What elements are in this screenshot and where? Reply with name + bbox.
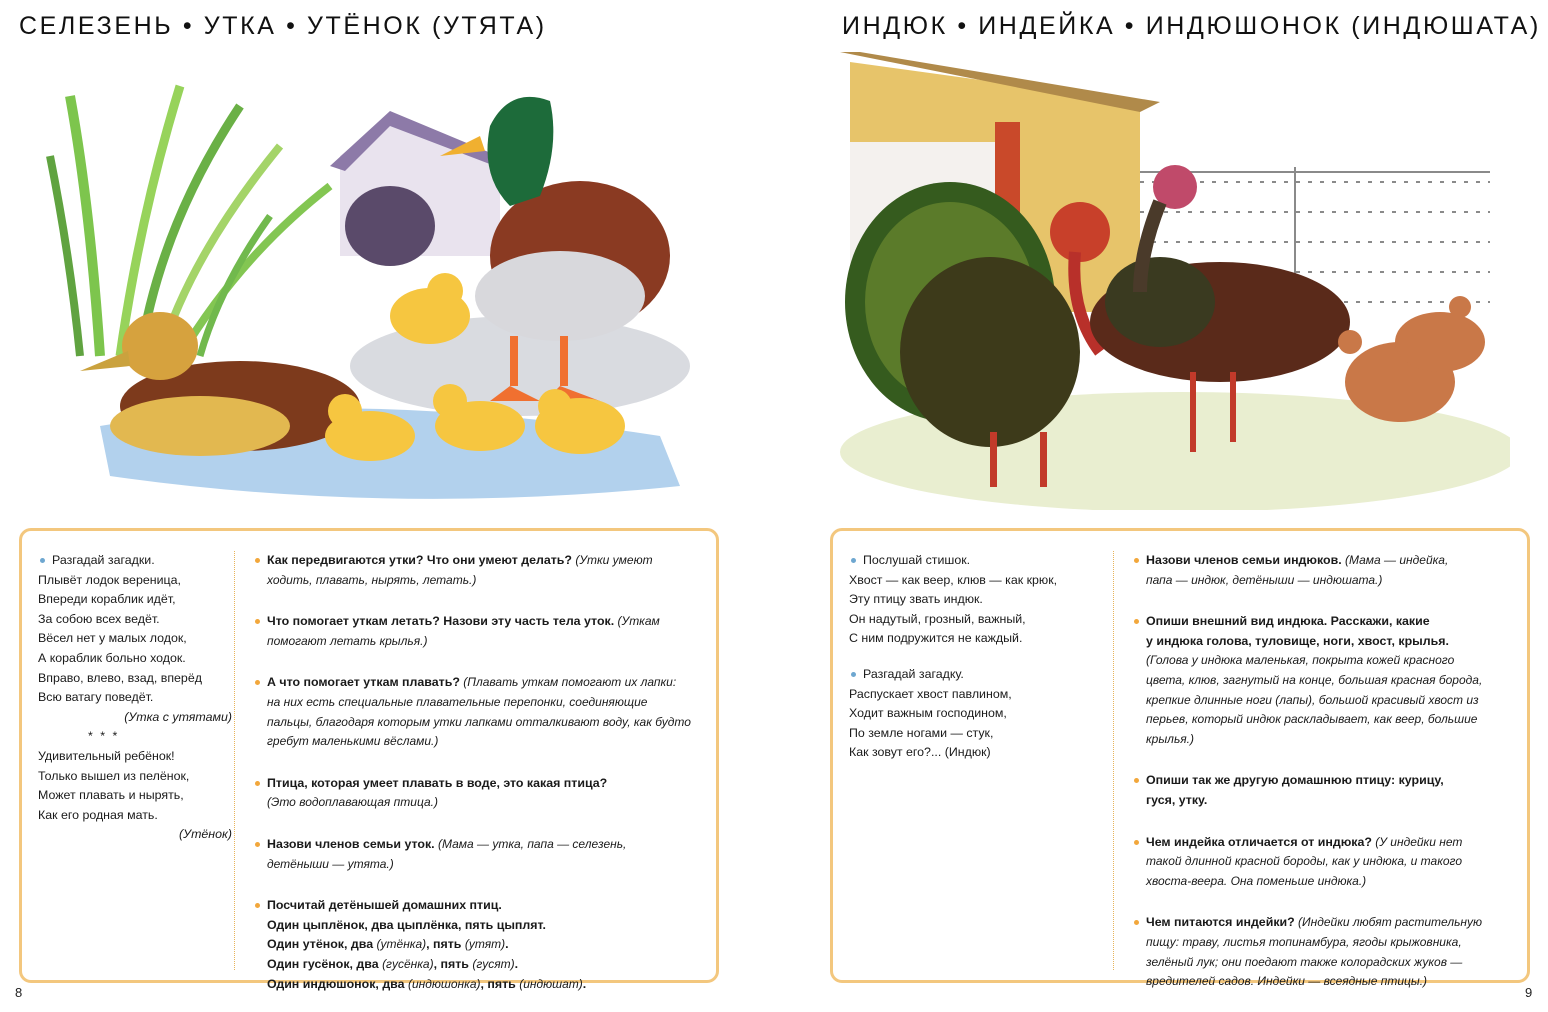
question-item: [1132, 612, 1520, 749]
question-answer-line: зелёный лук; они поедают также колорадских жуков —: [1146, 954, 1463, 969]
riddle-line: Как его родная мать.: [38, 807, 158, 822]
question-answer: (Утки умеют: [572, 553, 653, 567]
count-part: Один утёнок, два: [267, 937, 377, 952]
question-answer: (У индейки нет: [1371, 834, 1463, 849]
count-part: , пять: [480, 976, 520, 991]
riddle-line: Вёсел нет у малых лодок,: [38, 631, 187, 646]
question-answer: (Мама — индейка,: [1341, 553, 1449, 567]
count-part: .: [582, 976, 587, 991]
count-part: (гусят): [472, 956, 515, 971]
poem-line: Эту птицу звать индюк.: [849, 592, 983, 607]
count-line: [267, 955, 709, 975]
question-item: [253, 896, 709, 994]
question-body: [1132, 651, 1520, 749]
count-line: [267, 916, 709, 936]
poem-column: [849, 551, 1119, 970]
info-panel-right: [830, 528, 1530, 989]
question-text: [253, 835, 709, 855]
question-bold-line: Опиши так же другую домашнюю птицу: курицу,: [1146, 773, 1444, 788]
page-number-left: 8: [15, 985, 23, 1000]
question-answer-line: перьев, который индюк раскладывает, как веер, большие: [1146, 712, 1478, 727]
question-text: [253, 612, 709, 632]
question-body: [253, 693, 709, 752]
question-bold-line: гуся, утку.: [1146, 792, 1208, 807]
count-part: Один гусёнок, два: [267, 956, 383, 971]
count-line: [267, 975, 709, 995]
count-part: Один индюшонок, два: [267, 976, 408, 991]
question-bold: Посчитай детёнышей домашних птиц.: [267, 898, 502, 913]
riddle-line: Только вышел из пелёнок,: [38, 768, 190, 783]
question-body: [1132, 933, 1520, 992]
question-answer-line: (Голова у индюка маленькая, покрыта кожей красного: [1146, 653, 1455, 668]
question-answer-line: крепкие длинные ноги (лапы), большой красивый хвост из: [1146, 692, 1479, 707]
question-answer-line: вредителей садов. Индейки — всеядные птицы.): [1146, 974, 1428, 989]
count-part: (индюшат): [519, 976, 583, 991]
count-part: .: [514, 956, 519, 971]
turkey-family-illustration: [840, 52, 1510, 510]
riddle-line: А кораблик больно ходок.: [38, 650, 186, 665]
question-answer-line: хвоста-веера. Она поменьше индюка.): [1146, 873, 1367, 888]
count-part: (утёнка): [376, 937, 427, 952]
poem-line: Он надутый, грозный, важный,: [849, 611, 1026, 626]
riddle-lines-right: [849, 685, 1119, 763]
question-body: [1132, 852, 1520, 891]
question-text: [253, 673, 709, 693]
question-answer: (Плавать уткам помогают их лапки:: [459, 675, 677, 690]
question-body: [253, 855, 709, 875]
question-item: [253, 673, 709, 751]
riddle-line: Как зовут его?... (Индюк): [849, 745, 991, 760]
question-answer: (Мама — утка, папа — селезень,: [434, 836, 627, 851]
count-part: , пять: [433, 956, 473, 971]
poults-icon: [1338, 296, 1485, 422]
question-bold: Чем питаются индейки?: [1146, 915, 1295, 930]
count-part: .: [505, 937, 509, 952]
questions-column-right: [1113, 551, 1520, 989]
count-part: (утят): [464, 937, 506, 952]
riddle-line: Удивительный ребёнок!: [38, 748, 175, 763]
riddle-line: Плывёт лодок вереница,: [38, 572, 181, 587]
riddle-2-answer: (Утёнок): [179, 827, 232, 842]
reeds-icon: [50, 86, 330, 356]
count-part: Один цыплёнок, два цыплёнка, пять цыплят.: [267, 917, 546, 932]
question-text: [1132, 771, 1520, 810]
question-answer: (Уткам: [614, 614, 660, 629]
question-text: [253, 774, 709, 794]
question-item: [253, 835, 709, 874]
question-answer-line: крылья.): [1146, 731, 1194, 746]
question-answer-line: детёныши — утята.): [267, 856, 394, 871]
riddle-line: Может плавать и нырять,: [38, 788, 184, 803]
question-answer-line: пищу: траву, листья топинамбура, ягоды крыжовника,: [1146, 934, 1462, 949]
question-bold: Что помогает уткам летать? Назови эту часть тела уток.: [267, 614, 615, 629]
info-panel-left: [19, 528, 719, 991]
question-text: [253, 896, 709, 916]
question-answer-line: пальцы, благодаря которым утки лапками отталкивают воду, как будто: [267, 714, 691, 729]
riddle-header-right: Разгадай загадку.: [849, 665, 1119, 685]
question-answer-line: помогают летать крылья.): [267, 633, 428, 648]
question-bold-line: у индюка голова, туловище, ноги, хвост, крылья.: [1146, 633, 1449, 648]
riddle-line: За собою всех ведёт.: [38, 611, 160, 626]
question-item: [1132, 913, 1520, 991]
question-item: [1132, 833, 1520, 892]
riddles-header: Разгадай загадки.: [38, 551, 238, 571]
count-part: (гусёнка): [382, 956, 434, 971]
question-body: [253, 571, 709, 591]
count-part: , пять: [426, 937, 465, 952]
question-body: [1132, 571, 1520, 591]
questions-column-left: [234, 551, 709, 991]
riddle-1-answer: (Утка с утятами): [124, 709, 232, 724]
question-bold: Как передвигаются утки? Что они умеют делать?: [267, 553, 572, 567]
question-item: [1132, 771, 1520, 810]
riddle-line: Впереди кораблик идёт,: [38, 592, 176, 607]
question-answer-line: (Это водоплавающая птица.): [267, 795, 438, 810]
question-answer-line: цвета, клюв, загнутый на конце, большая красная борода,: [1146, 672, 1483, 687]
question-answer-line: такой длинной красной бороды, как у индюка, и такого: [1146, 854, 1463, 869]
question-bold: Птица, которая умеет плавать в воде, это какая птица?: [267, 775, 608, 790]
question-text: [1132, 612, 1520, 651]
riddle-line: Всю ватагу поведёт.: [38, 690, 154, 705]
poem-line: Хвост — как веер, клюв — как крюк,: [849, 572, 1058, 587]
question-item: [253, 551, 709, 590]
duck-house-icon: [330, 111, 510, 266]
question-item: [253, 774, 709, 813]
poem-line: С ним подружится не каждый.: [849, 631, 1023, 646]
question-text: [1132, 833, 1520, 853]
riddles-column: [38, 551, 238, 970]
riddle-line: По земле ногами — стук,: [849, 725, 994, 740]
page-number-right: 9: [1525, 985, 1533, 1000]
question-body: [253, 632, 709, 652]
question-text: [1132, 551, 1520, 571]
riddle-1: [38, 571, 238, 708]
riddle-line: Вправо, влево, взад, вперёд: [38, 670, 202, 685]
question-bold: А что помогает уткам плавать?: [267, 675, 460, 690]
question-bold: Чем индейка отличается от индюка?: [1146, 834, 1372, 849]
page-title-left: СЕЛЕЗЕНЬ • УТКА • УТЁНОК (УТЯТА): [19, 12, 547, 40]
question-answer: (Индейки любят растительную: [1294, 915, 1483, 930]
count-part: (индюшонка): [407, 976, 481, 991]
question-bold: Назови членов семьи индюков.: [1146, 553, 1342, 567]
question-body: [253, 916, 709, 994]
page-title-right: ИНДЮК • ИНДЕЙКА • ИНДЮШОНОК (ИНДЮШАТА): [842, 12, 1541, 40]
question-body: [253, 793, 709, 813]
question-answer-line: ходить, плавать, нырять, летать.): [267, 572, 477, 587]
count-line: [267, 935, 709, 955]
question-text: [1132, 913, 1520, 933]
riddle-line: Ходит важным господином,: [849, 706, 1007, 721]
poem-lines: [849, 571, 1119, 649]
question-answer-line: папа — индюк, детёныши — индюшата.): [1146, 572, 1383, 587]
question-answer-line: гребут маленькими вёслами.): [267, 734, 439, 749]
duck-family-illustration: [40, 56, 730, 516]
question-text: [253, 551, 709, 571]
poem-header: Послушай стишок.: [849, 551, 1119, 571]
question-bold: Назови членов семьи уток.: [267, 836, 435, 851]
question-item: [1132, 551, 1520, 590]
riddle-line: Распускает хвост павлином,: [849, 686, 1012, 701]
question-answer-line: на них есть специальные плавательные перепонки, соединяющие: [267, 694, 648, 709]
separator-stars: * * *: [88, 729, 120, 744]
question-item: [253, 612, 709, 651]
riddle-2: [38, 747, 238, 825]
question-bold-line: Опиши внешний вид индюка. Расскажи, какие: [1146, 614, 1430, 629]
